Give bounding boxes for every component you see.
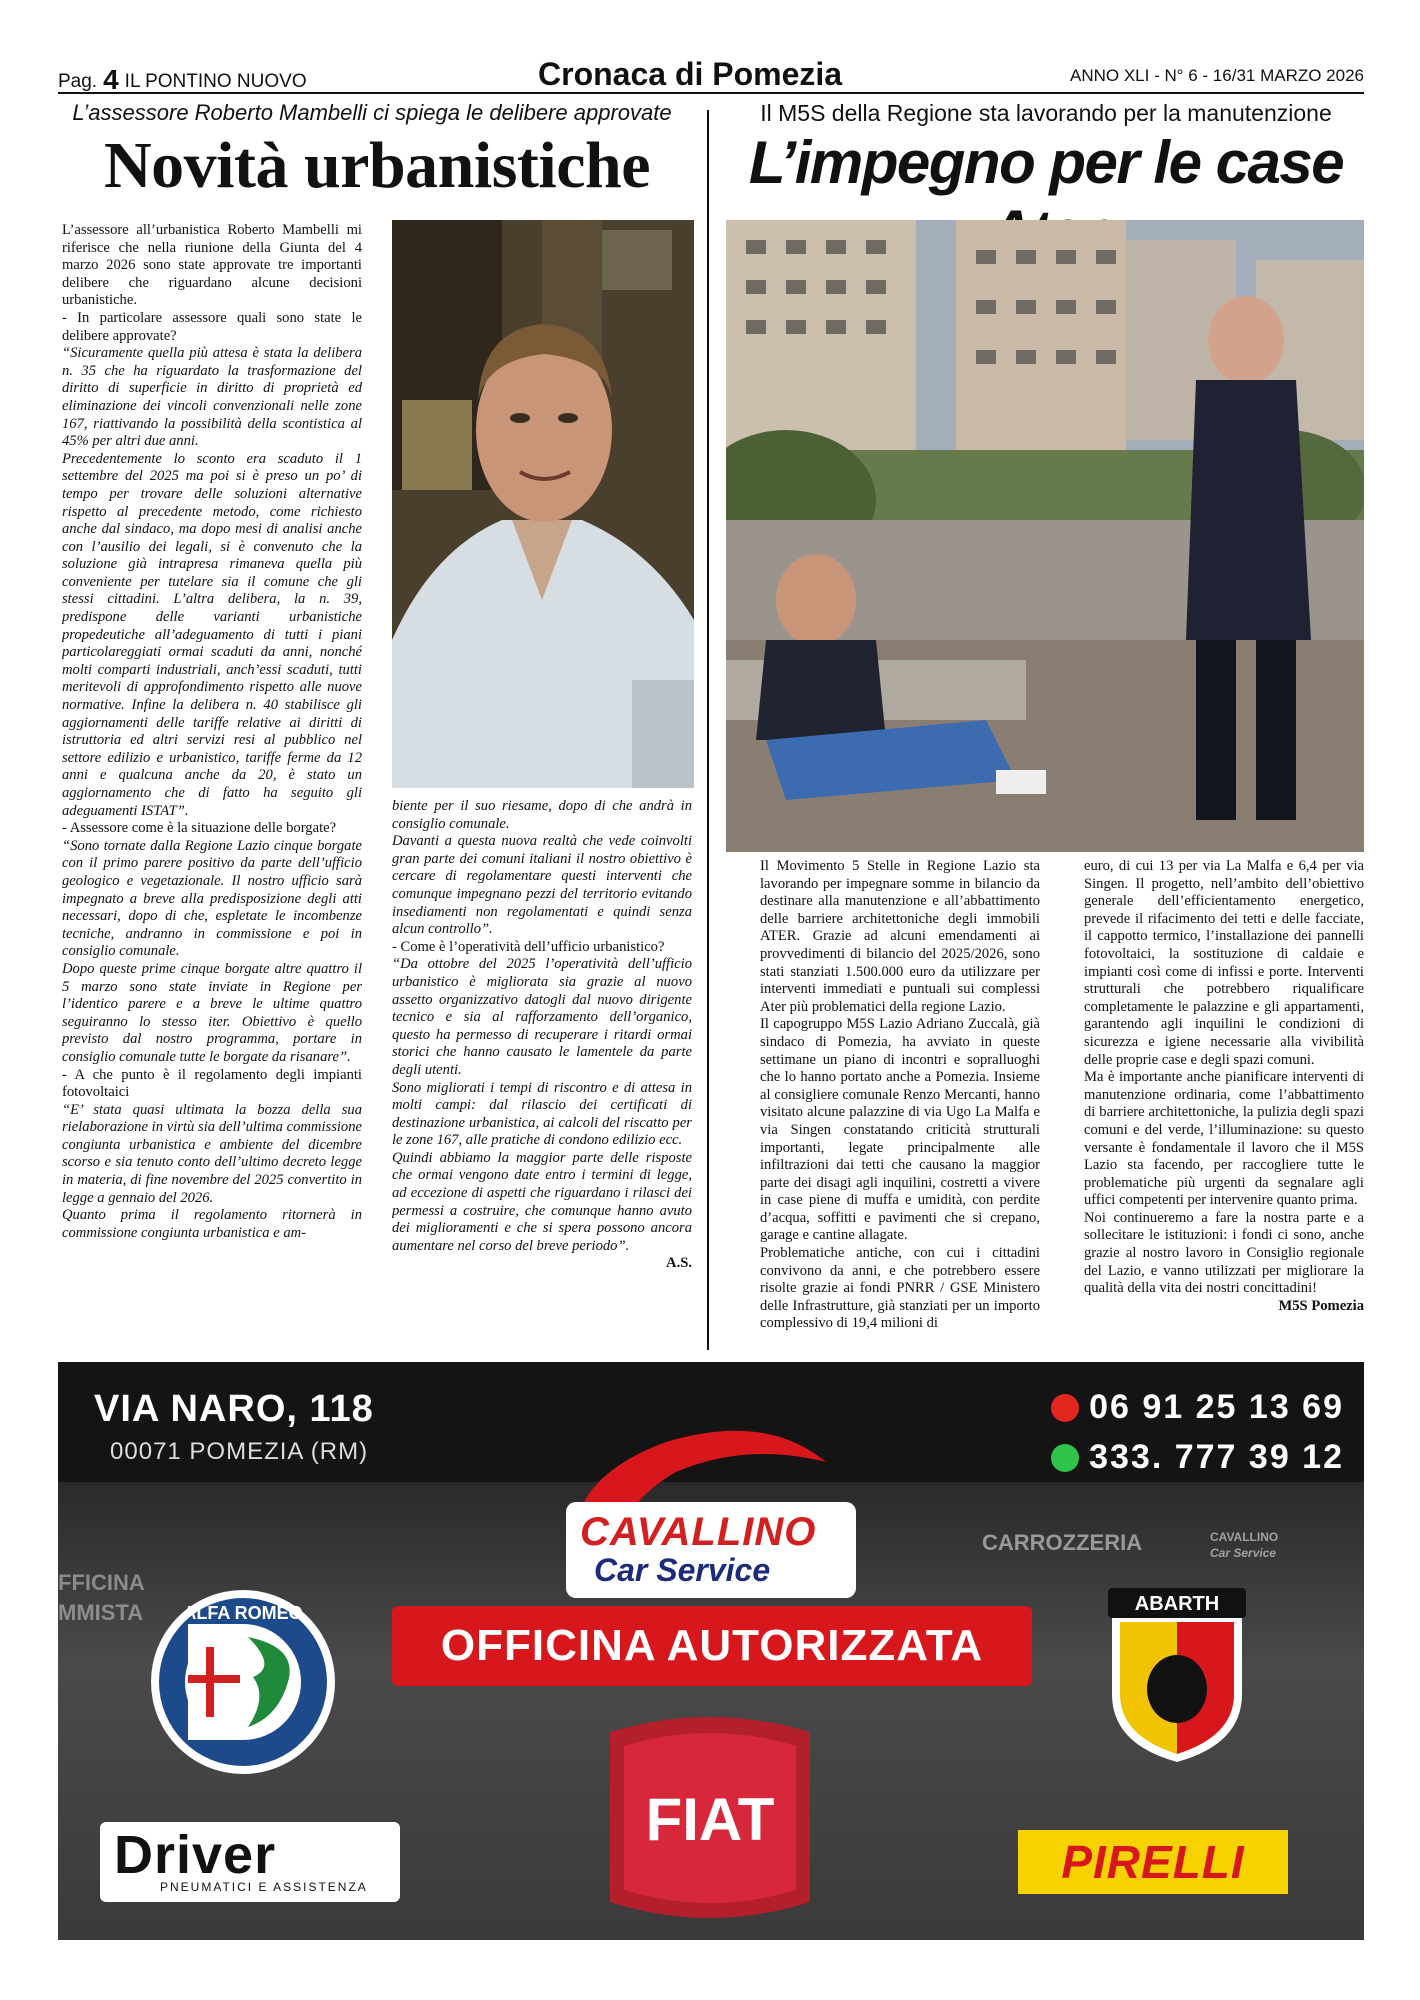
- ad-bg-sign-car-service: Car Service: [1210, 1546, 1277, 1560]
- right-col2-paragraph: Ma è importante anche pianificare interventi di manutenzione ordinaria, come l’abbattimento di barriere architettoniche, la pulizia degli spazi comuni e del verde, l’illuminazione: su questo versante è fondamentale il lavoro che il M5S Lazio sta facendo, per raccogliere tutte le problematiche più urgenti da segnalare agli uffici competenti per intervenire quanto prima.: [1084, 1069, 1364, 1209]
- right-col1-paragraph: Il capogruppo M5S Lazio Adriano Zuccalà, già sindaco di Pomezia, ha avviato in queste settimane un piano di incontri e sopralluoghi che lo hanno portato anche a Pomezia. Insieme al consigliere comunale Renzo Mercanti, hanno visitato alcune palazzine di via Ugo La Malfa e via Singen constatando criticità strutturali importanti, legate principalmente alle infiltrazioni dai tetti che causano la maggior parte dei disagi agli inquilini, costretti a vivere in case piene di muffa e umidità, con perdite d’acqua, soffitti e pavimenti che si crepano, garage e cantine allagate.: [760, 1016, 1040, 1244]
- ad-phone-landline: [1051, 1388, 1344, 1427]
- right-col1-paragraph: Il Movimento 5 Stelle in Regione Lazio sta lavorando per impegnare somme in bilancio da destinare alla manutenzione e all’abbattimento delle barriere architettoniche degli immobili ATER. Grazie ad alcuni emendamenti ai provvedimenti di bilancio del 2025/2026, sono stati stanziati 1.500.000 euro da utilizzare per interventi immediati e puntuali sui complessi Ater più problematici della regione Lazio.: [760, 858, 1040, 1015]
- left-article-kicker: L’assessore Roberto Mambelli ci spiega le delibere approvate: [72, 100, 672, 125]
- right-col1-paragraph: Problematiche antiche, con cui i cittadini convivono da anni, e che potrebbero essere risolte grazie ai fondi PNRR / GSE Ministero delle Infrastrutture, già stanziati per un importo complessivo di 19,4 milioni di: [760, 1245, 1040, 1332]
- section-title: Cronaca di Pomezia: [538, 56, 843, 92]
- ad-city: 00071 POMEZIA (RM): [110, 1438, 369, 1465]
- cavallino-brand-name: CAVALLINO: [580, 1510, 817, 1554]
- alfa-romeo-logo-text: ALFA ROMEO: [183, 1603, 303, 1623]
- left-col2-paragraph: biente per il suo riesame, dopo di che andrà in consiglio comunale.: [392, 798, 692, 832]
- left-col1-paragraph: - In particolare assessore quali sono state le delibere approvate?: [62, 309, 362, 344]
- ad-address: VIA NARO, 118: [94, 1388, 374, 1430]
- right-article-title: L’impegno per le case: [748, 129, 1344, 196]
- ad-bg-sign-carrozzeria: CARROZZERIA: [982, 1530, 1143, 1555]
- issue-info: ANNO XLI - N° 6 - 16/31 MARZO 2026: [1069, 66, 1364, 85]
- left-article-column-1: [62, 222, 362, 1342]
- page-number: 4: [103, 64, 119, 95]
- left-col1-paragraph: “Sicuramente quella più attesa è stata la delibera n. 35 che ha riguardato la trasformazione del diritto di superficie in diritto di proprietà ed eliminazione dei vincoli convenzionali nelle zone 167, riattivando la possibilità della scontistica al 45% per altri due anni.: [62, 345, 362, 450]
- left-col1-paragraph: Quanto prima il regolamento ritornerà in commissione congiunta urbanistica e am-: [62, 1207, 362, 1241]
- fiat-logo: [590, 1702, 830, 1934]
- fiat-logo-text: FIAT: [645, 1786, 775, 1853]
- right-col2-paragraph: Noi continueremo a fare la nostra parte e a sollecitare le istituzioni: i fondi ci sono, anche grazie al nostro lavoro in Consiglio regionale del Lazio, e vanno utilizzati per migliorare la qualità della vita dei nostri concittadini!: [1084, 1209, 1364, 1297]
- right-article-kicker: Il M5S della Regione sta lavorando per la manutenzione: [760, 100, 1332, 126]
- ad-phone-1-number: 06 91 25 13 69: [1089, 1388, 1344, 1426]
- ad-bg-sign-mista: MMISTA: [58, 1600, 144, 1625]
- photo-assessore: [392, 220, 694, 788]
- left-col2-paragraph: Quindi abbiamo la maggior parte delle risposte che ormai vengono date entro i termini di legge, ad eccezione di aspetti che riguardano i rilasci dei permessi a costruire, che comunque hanno avuto dei miglioramenti e che si spera possono ancora aumentare nel corso del breve periodo”.: [392, 1149, 692, 1254]
- paper-name: IL PONTINO NUOVO: [124, 71, 307, 92]
- left-col1-paragraph: “Sono tornate dalla Regione Lazio cinque borgate con il primo parere positivo da parte dell’ufficio geologico e vegetazionale. Il nostro ufficio sarà impegnato a breve alla predisposizione degli atti necessari, dopo di che, espletate le incombenze tecniche, andranno in commissione e poi in consiglio comunale.: [62, 837, 362, 960]
- left-col1-paragraph: L’assessore all’urbanistica Roberto Mambelli mi riferisce che nella riunione della Giunta del 4 marzo 2026 sono state approvate tre importanti delibere che riguardano alcune decisioni urbanistiche.: [62, 222, 362, 309]
- right-article-signature: M5S Pomezia: [1278, 1297, 1364, 1314]
- right-article-column-2: [1084, 858, 1364, 1358]
- pirelli-logo: PIRELLI: [1018, 1830, 1288, 1894]
- alfa-romeo-logo: [148, 1587, 338, 1777]
- left-col1-paragraph: “E’ stata quasi ultimata la bozza della sua rielaborazione in virtù sia dell’ultima commissione congiunta urbanistica e ambiente del dicembre scorso e sia tenuto conto dell’ultimo decreto legge in materia, di fine novembre del 2025 convertito in legge a gennaio del 2026.: [62, 1101, 362, 1206]
- driver-logo-subtitle: PNEUMATICI E ASSISTENZA: [160, 1880, 368, 1894]
- left-col2-paragraph: Sono migliorati i tempi di riscontro e di attesa in molti campi: dal rilascio dei certificati di destinazione urbanistica, ai calcoli del riscatto per le zone 167, alle pratiche di condono edilizio ecc.: [392, 1079, 692, 1149]
- cavallino-brand-sub: Car Service: [594, 1552, 771, 1588]
- left-col1-paragraph: Dopo queste prime cinque borgate altre quattro il 5 marzo sono state inviate in Regione per l’identico parere e a breve le ultime quattro seguiranno lo stesso iter. Obiettivo è quello previsto dal nostro programma, portare in consiglio comunale tutte le borgate da risanare”.: [62, 960, 362, 1065]
- left-col2-paragraph: “Da ottobre del 2025 l’operatività dell’ufficio urbanistico è migliorata sia grazie al nuovo assetto organizzativo datogli dal nuovo dirigente tecnico e sia al rafforzamento dell’organico, questo ha permesso di recuperare i ritardi ormai storici che hanno causato le lamentele da parte degli utenti.: [392, 956, 692, 1078]
- alfa-romeo-emblem-icon: [148, 1587, 338, 1777]
- ad-bg-sign-cavallino: CAVALLINO: [1210, 1530, 1279, 1544]
- fiat-emblem-icon: [590, 1702, 830, 1934]
- ad-phone-mobile: [1051, 1438, 1344, 1477]
- left-col1-paragraph: Precedentemente lo sconto era scaduto il 1 settembre del 2025 ma poi si è preso un po’ di tempo per trovare delle soluzioni alternative rispetto al precedente metodo, come richiesto anche dal sindaco, ma dopo mesi di analisi anche con l’ausilio dei legali, si è convenuto che la soluzione già intrapresa rimaneva quella più conveniente per tutelare sia il comune che gli stessi cittadini. L’altra delibera, la n. 39, predispone delle varianti urbanistiche propedeutiche all’adeguamento di tutti i piani particolareggiati ormai scaduti da anni, nonché molti comparti industriali, anch’essi scaduti, tutti meritevoli di approfondimento rispetto alle nuove normative. Infine la delibera n. 40 stabilisce gli aggiornamenti delle tariffe relative ai diritti di istruttoria ed altri servizi resi al pubblico nel settore edilizio e urbanistico, tariffe ferme da 12 anni e qualcuna anche da 20, è stato un aggiornamento che di fatto ha seguito gli adeguamenti ISTAT”.: [62, 450, 362, 819]
- photo-assessore-illustration: [392, 220, 694, 788]
- cavallino-logo: [546, 1422, 876, 1602]
- page-label-text: Pag.: [58, 71, 98, 92]
- left-article-title: Novità urbanistiche: [103, 129, 651, 202]
- right-article-column-1: [760, 858, 1040, 1358]
- driver-logo-name: Driver: [114, 1825, 277, 1885]
- abarth-shield-icon: [1102, 1584, 1252, 1764]
- left-col1-paragraph: - A che punto è il regolamento degli impianti fotovoltaici: [62, 1066, 362, 1101]
- phone-icon: [1051, 1394, 1079, 1422]
- abarth-logo-text: ABARTH: [1134, 1593, 1220, 1615]
- ad-phone-2-number: 333. 777 39 12: [1089, 1438, 1344, 1476]
- photo-ater-illustration: [726, 220, 1364, 852]
- left-col1-paragraph: - Assessore come è la situazione delle borgate?: [62, 820, 337, 837]
- advertisement-cavallino: [58, 1362, 1364, 1940]
- ad-banner-officina-autorizzata: OFFICINA AUTORIZZATA: [392, 1606, 1032, 1686]
- photo-ater-buildings: [726, 220, 1364, 852]
- driver-logo: [100, 1822, 400, 1902]
- page-header: [58, 58, 1364, 94]
- column-divider: [707, 110, 709, 1350]
- left-col2-paragraph: Davanti a questa nuova realtà che vede coinvolti gran parte dei comuni italiani il nostro obiettivo è cercare di regolamentare questi interventi che comunque impegnano pezzi del territorio evitando insediamenti non regolamentati e quindi senza alcun controllo”.: [392, 833, 692, 938]
- abarth-logo: [1102, 1584, 1252, 1764]
- left-col2-paragraph: - Come è l’operatività dell’ufficio urbanistico?: [392, 938, 665, 955]
- left-article-column-2: [392, 798, 692, 1346]
- right-col2-paragraph: euro, di cui 13 per via La Malfa e 6,4 per via Singen. Il progetto, nell’ambito dell’obiettivo generale dell’efficientamento energetico, prevede il rifacimento dei tetti e delle facciate, il cappotto termico, l’installazione dei pannelli fotovoltaici, la sostituzione di caldaie e impianti così come di infissi e porte. Interventi strutturali che potrebbero riqualificare completamente le palazzine e gli appartamenti, garantendo agli inquilini le condizioni di sicurezza e igiene necessarie alla vivibilità delle proprie case e degli spazi comuni.: [1084, 858, 1364, 1068]
- ad-bg-sign-officina: FFICINA: [58, 1570, 145, 1595]
- whatsapp-icon: [1051, 1444, 1079, 1472]
- left-article-signature: A.S.: [666, 1255, 692, 1272]
- page-label: [58, 62, 307, 94]
